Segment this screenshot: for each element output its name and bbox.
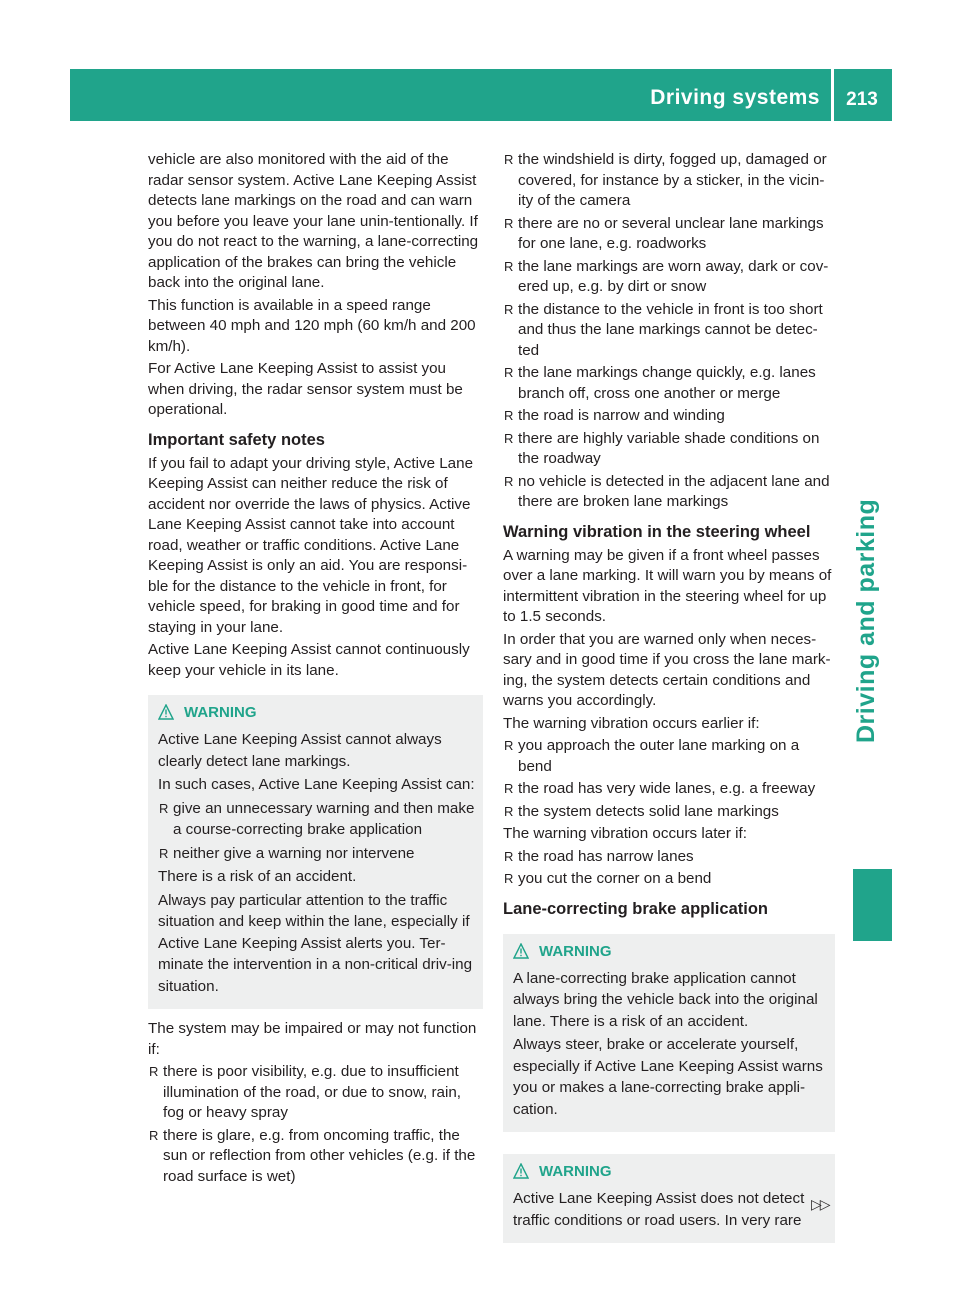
bullet-marker: R [504,848,514,864]
impaired-list [148,1062,483,1187]
bullet-marker: R [504,408,514,423]
bullet-marker: R [504,738,514,753]
warning-triangle-icon [513,942,531,962]
list-item: R there is glare, e.g. from oncoming traffic, the sun or reflection from other vehicles (e.g. if the road surface is wet) [149,1126,476,1185]
intro-paragraph: vehicle are also monitored with the aid of the radar sensor system. Active Lane Keeping Assist detects lane markings on the road and can warn you before you leave your lane unin-tentionally. If you do not react to the warning, a lane-correcting application of the brakes can bring the vehicle back into the original lane. [148,151,479,291]
warning-box [148,695,483,1009]
warning-title: WARNING [539,1163,612,1180]
warning-text: There is a risk of an accident. [158,868,357,885]
bullet-marker: R [504,871,514,886]
earlier-list [503,736,835,822]
list-item: R the road has very wide lanes, e.g. a freeway [503,779,835,800]
left-column [148,150,483,1189]
warning-triangle-icon [158,703,176,723]
page-header [70,69,892,121]
warning-header [158,703,483,723]
warning-box [503,934,835,1133]
warning-text: In such cases, Active Lane Keeping Assist can: [158,776,475,793]
list-item: R the system detects solid lane markings [503,802,835,823]
later-paragraph: The warning vibration occurs later if: [503,825,747,842]
brake-heading: Lane-correcting brake application [503,899,768,918]
warning-list [158,798,483,865]
operational-paragraph: For Active Lane Keeping Assist to assist you when driving, the radar sensor system must be operational. [148,360,463,418]
section-title: Driving systems [650,86,820,109]
warning-header [513,942,835,962]
list-item: R give an unnecessary warning and then make a course-correcting brake application [159,799,475,838]
bullet-marker: R [504,473,514,489]
bullet-marker: R [159,845,169,861]
side-chapter-label [846,443,886,743]
right-column [503,150,835,1253]
bullet-marker: R [504,301,514,317]
bullet-marker: R [504,215,514,231]
bullet-marker: R [149,1127,159,1143]
warning-text: Always pay particular attention to the traffic situation and keep within the lane, especially if Active Lane Keeping Assist alerts you. Ter-minate the intervention in a non-critical driv-ing situation. [158,891,473,995]
list-item: R the lane markings change quickly, e.g. lanes branch off, cross one another or merge [504,364,816,402]
list-item: R you cut the corner on a bend [503,869,835,890]
list-item: R the distance to the vehicle in front is too short and thus the lane markings cannot be detec-ted [504,300,823,359]
safety-heading: Important safety notes [148,430,325,449]
bullet-marker: R [504,365,514,380]
list-item: R no vehicle is detected in the adjacent lane and there are broken lane markings [504,472,830,510]
safety-paragraph: If you fail to adapt your driving style, Active Lane Keeping Assist can neither reduce the risk of accident nor override the laws of physics. Active Lane Keeping Assist cannot take into account road, weather or traffic conditions. Active Lane Keeping Assist is only an aid. You are responsi-ble for the distance to the vehicle in front, for vehicle speed, for braking in good time and for staying in your lane. [148,454,474,636]
list-item: R you approach the outer lane marking on a bend [504,737,800,775]
bullet-marker: R [504,152,514,167]
continue-arrows-icon: ▷▷ [811,1196,829,1212]
header-divider [831,69,834,121]
bullet-marker: R [504,803,514,819]
bullet-marker: R [149,1064,159,1079]
page-number: 213 [846,89,878,110]
warning-title: WARNING [184,704,257,721]
later-list [503,847,835,890]
list-item: R the road has narrow lanes [503,847,835,868]
bullet-marker: R [504,430,514,446]
bullet-marker: R [504,258,514,274]
list-item: R there are highly variable shade conditions on the roadway [504,429,820,467]
list-item: R there is poor visibility, e.g. due to insufficient illumination of the road, or due to snow, rain, fog or heavy spray [149,1063,462,1121]
bullet-marker: R [504,781,514,796]
warning-triangle-icon [513,1162,531,1182]
speed-range-paragraph: This function is available in a speed range between 40 mph and 120 mph (60 km/h and 200 km/h). [148,296,476,355]
list-item: R the lane markings are worn away, dark or cov-ered up, e.g. by dirt or snow [504,257,829,295]
list-item: R the road is narrow and winding [503,406,835,427]
warning-text: Always steer, brake or accelerate yourself, especially if Active Lane Keeping Assist warns you or makes a lane-correcting brake appli-cation. [513,1036,823,1118]
warning-title: WARNING [539,942,612,960]
warning-text: Active Lane Keeping Assist does not detect traffic conditions or road users. In very rare [513,1190,805,1229]
list-item: R neither give a warning nor intervene [158,843,483,865]
bullet-marker: R [159,800,169,816]
side-chapter-text: Driving and parking [852,498,880,743]
warning-text: Active Lane Keeping Assist cannot always clearly detect lane markings. [158,731,442,770]
list-item: R the windshield is dirty, fogged up, damaged or covered, for instance by a sticker, in the vicin-ity of the camera [504,151,827,209]
list-item: R there are no or several unclear lane markings for one lane, e.g. roadworks [504,214,824,252]
warning-header [513,1162,835,1182]
vibration-paragraph-2: In order that you are warned only when neces-sary and in good time if you cross the lane mark-ing, the system detects certain conditions and warns you accordingly. [503,630,831,709]
impaired-paragraph: The system may be impaired or may not function if: [148,1020,477,1058]
warning-box [503,1154,835,1243]
earlier-paragraph: The warning vibration occurs earlier if: [503,714,760,732]
side-chapter-tab [853,869,892,941]
warning-text: A lane-correcting brake application cannot always bring the vehicle back into the original lane. There is a risk of an accident. [513,969,818,1030]
safety-paragraph-2: Active Lane Keeping Assist cannot continuously keep your vehicle in its lane. [148,641,470,679]
vibration-paragraph: A warning may be given if a front wheel passes over a lane marking. It will warn you by means of intermittent vibration in the steering wheel for up to 1.5 seconds. [503,546,832,625]
vibration-heading: Warning vibration in the steering wheel [503,522,811,541]
impairment-conditions-list [503,150,835,513]
